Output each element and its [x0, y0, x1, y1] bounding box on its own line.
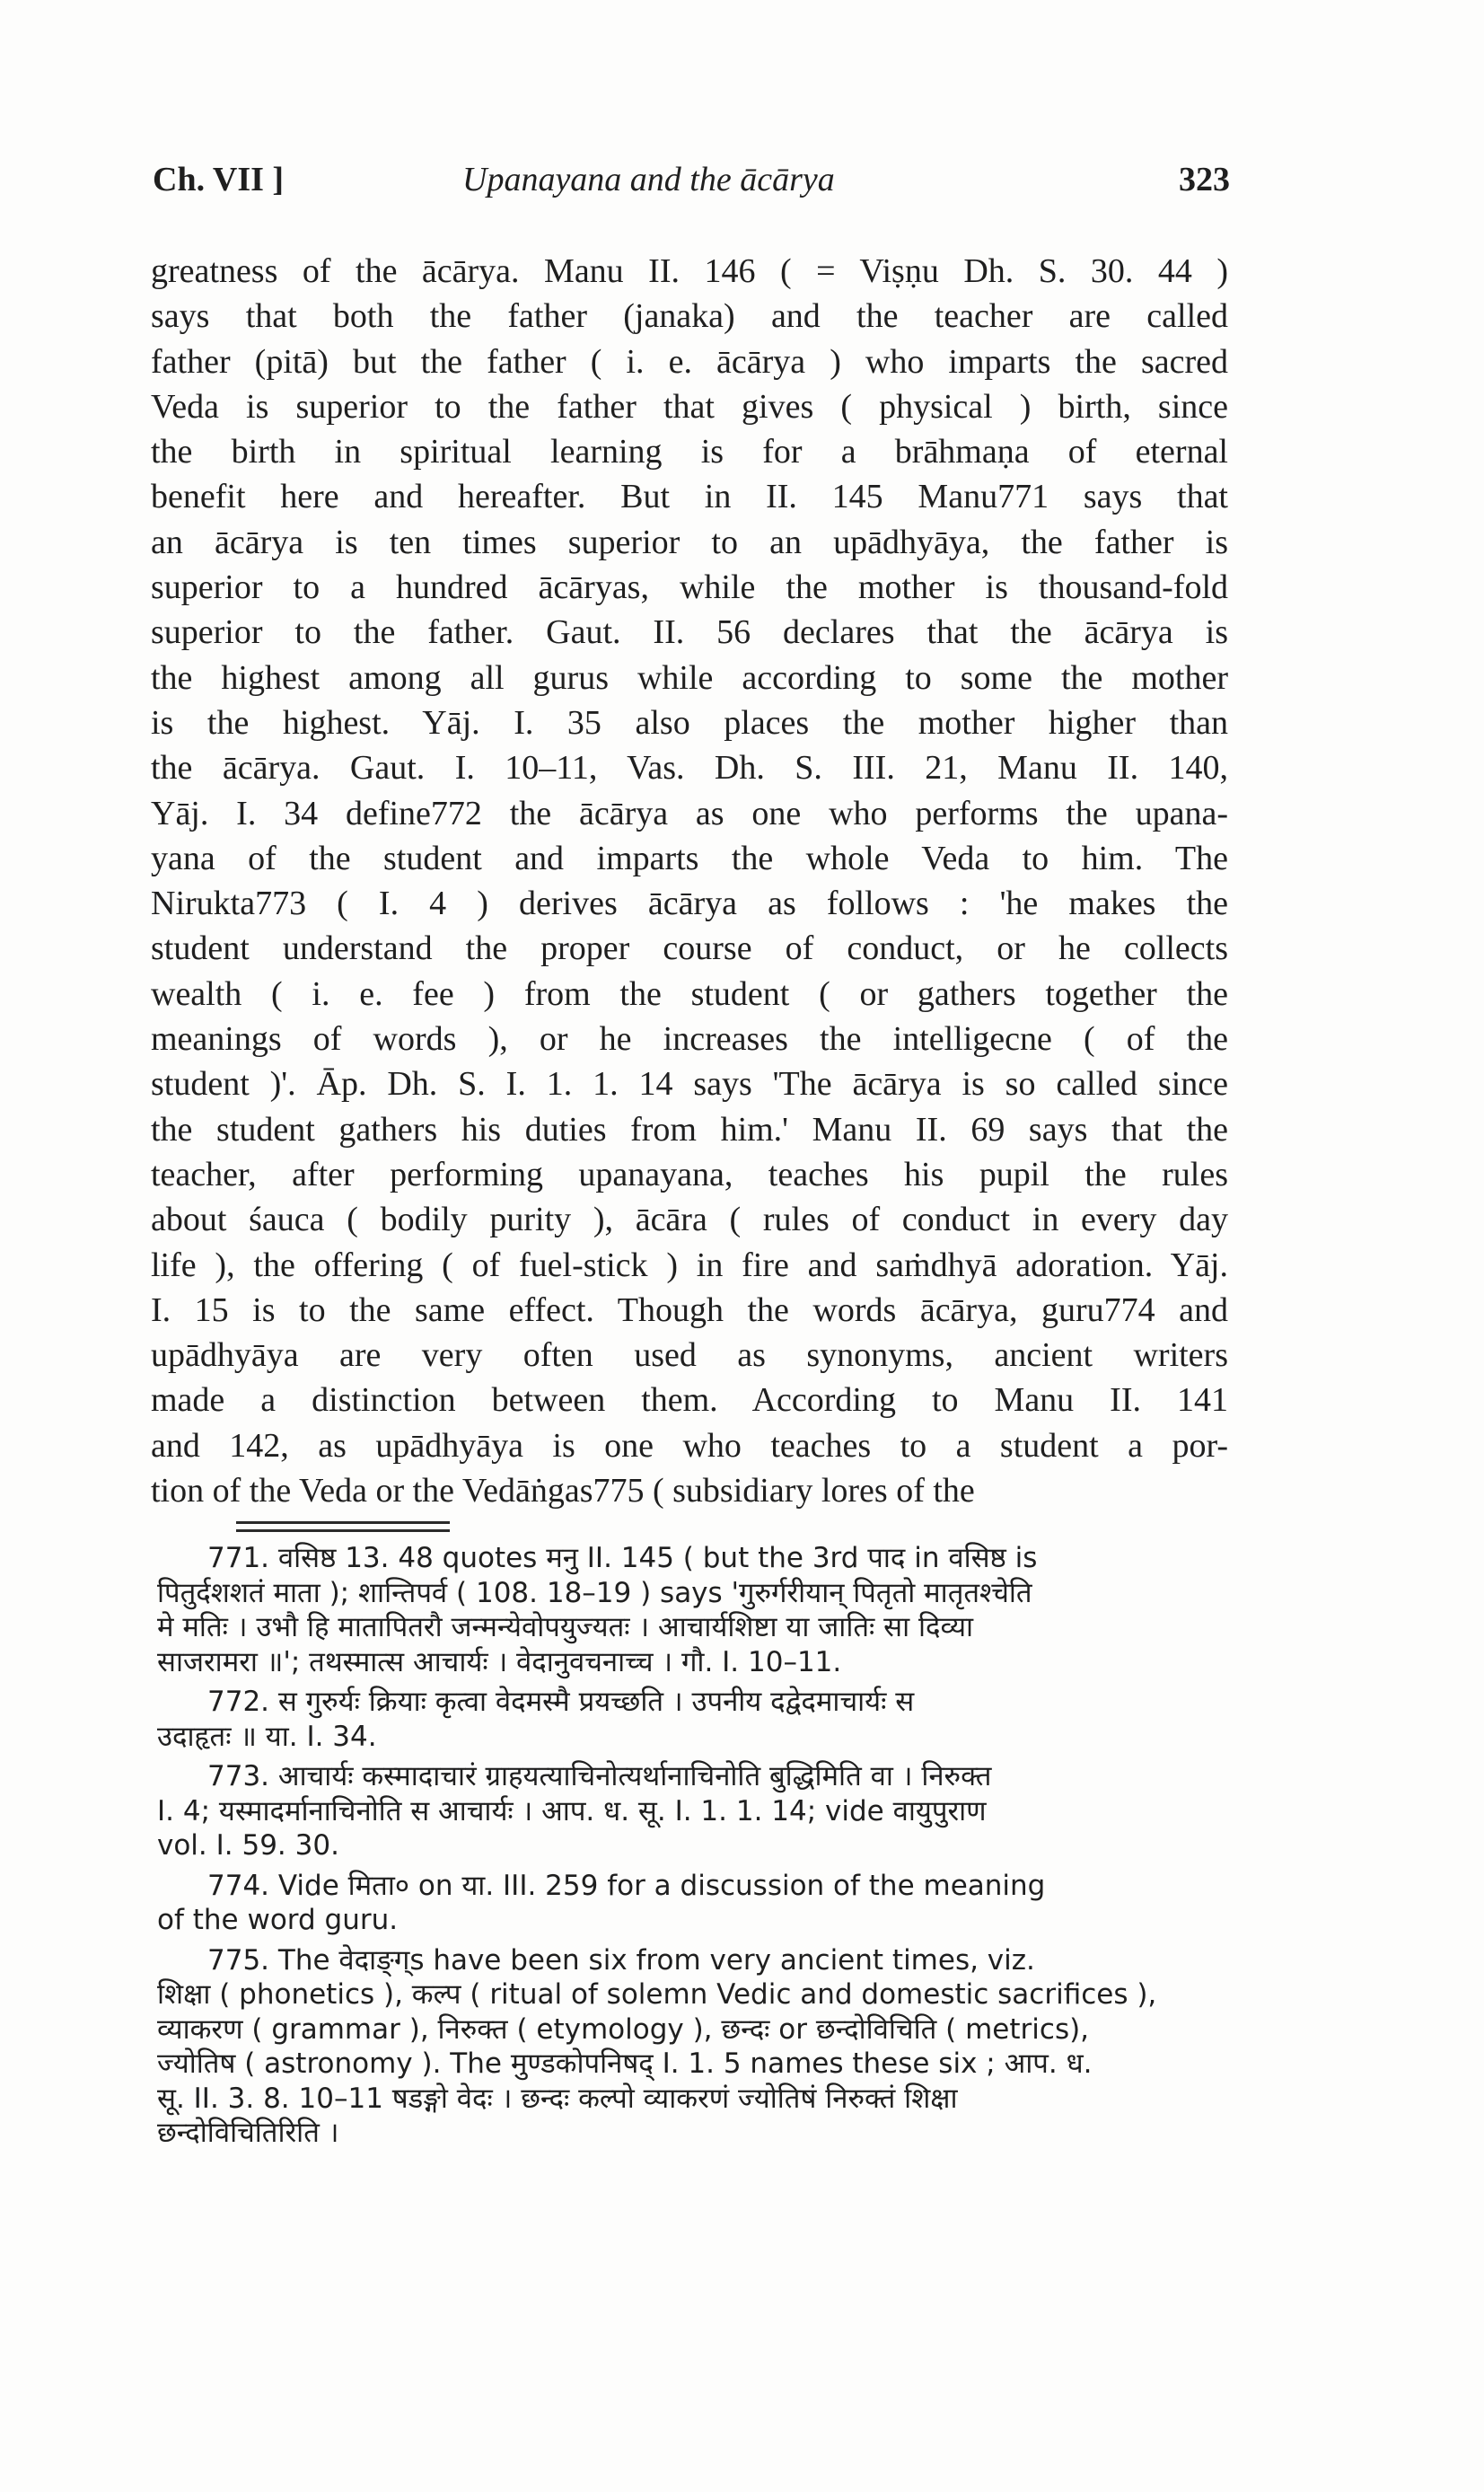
body-line: and 142, as upādhyāya is one who teaches to a student a por-: [151, 1426, 1228, 1465]
body-line: the ācārya. Gaut. I. 10–11, Vas. Dh. S. III. 21, Manu II. 140,: [151, 749, 1228, 788]
body-text: [151, 249, 1228, 1513]
footnote-line: छन्दोविचितिरिति ।: [157, 2117, 339, 2149]
footnote-772: [157, 1685, 1225, 1754]
body-line: an ācārya is ten times superior to an upādhyāya, the father is: [151, 523, 1228, 561]
footnote-775: [157, 1943, 1225, 2151]
body-line: about śauca ( bodily purity ), ācāra ( rules of conduct in every day: [151, 1201, 1228, 1239]
footnote-773: [157, 1759, 1225, 1863]
body-line: superior to the father. Gaut. II. 56 declares that the ācārya is: [151, 613, 1228, 652]
body-line: the highest among all gurus while according to some the mother: [151, 658, 1228, 697]
body-line: teacher, after performing upanayana, teaches his pupil the rules: [151, 1155, 1228, 1193]
footnote-line: शिक्षा ( phonetics ), कल्प ( ritual of solemn Vedic and domestic sacrifices ),: [157, 1978, 1157, 2011]
footnote-line: vol. I. 59. 30.: [157, 1829, 339, 1862]
footnote-line: of the word guru.: [157, 1904, 399, 1936]
body-line: Veda is superior to the father that gives ( physical ) birth, since: [151, 387, 1228, 426]
footnote-line: पितुर्दशशतं माता ); शान्तिपर्व ( 108. 18–19 ) says 'गुरुर्गरीयान् पितृतो मातृतश्चेति: [157, 1576, 1032, 1609]
body-line: yana of the student and imparts the whole Veda to him. The: [151, 839, 1228, 877]
footnote-line: उदाहृतः ॥ या. I. 34.: [157, 1720, 377, 1753]
body-line: Nirukta773 ( I. 4 ) derives ācārya as follows : 'he makes the: [151, 885, 1228, 923]
footnote-line: व्याकरण ( grammar ), निरुक्त ( etymology ), छन्दः or छन्दोविचिति ( metrics),: [157, 2012, 1090, 2046]
chapter-label: Ch. VII ]: [153, 161, 285, 198]
body-line: says that both the father (janaka) and the teacher are called: [151, 297, 1228, 336]
body-line: superior to a hundred ācāryas, while the mother is thousand-fold: [151, 568, 1228, 607]
body-line: made a distinction between them. According to Manu II. 141: [151, 1381, 1228, 1420]
body-line: student understand the proper course of conduct, or he collects: [151, 929, 1228, 968]
footnote-line: मे मतिः । उभौ हि मातापितरौ जन्मन्येवोपयुज्यतः । आचार्यशिष्टा या जातिः सा दिव्या: [157, 1611, 974, 1643]
footnote-line: सू. II. 3. 8. 10–11 षडङ्गो वेदः । छन्दः कल्पो व्याकरणं ज्योतिषं निरुक्तं शिक्षा: [157, 2082, 958, 2115]
footnote-774: [157, 1869, 1225, 1938]
footnote-rule: [236, 1521, 450, 1524]
footnote-line: ज्योतिष ( astronomy ). The मुण्डकोपनिषद् I. 1. 5 names these six ; आप. ध.: [157, 2047, 1093, 2080]
body-line: the birth in spiritual learning is for a brāhmaṇa of eternal: [151, 433, 1228, 471]
footnote-771: [157, 1541, 1225, 1679]
running-title: Upanayana and the ācārya: [462, 161, 835, 198]
footnote-line: साजरामरा ॥'; तथस्मात्स आचार्यः । वेदानुवचनाच्च । गौ. I. 10–11.: [157, 1645, 842, 1678]
footnote-line: 773. आचार्यः कस्मादाचारं ग्राहयत्याचिनोत्यर्थानाचिनोति बुद्धिमिति वा । निरुक्त: [207, 1760, 992, 1792]
body-line: father (pitā) but the father ( i. e. ācārya ) who imparts the sacred: [151, 342, 1228, 381]
body-line: student )'. Āp. Dh. S. I. 1. 1. 14 says 'The ācārya is so called since: [151, 1065, 1228, 1104]
body-line: wealth ( i. e. fee ) from the student ( or gathers together the: [151, 974, 1228, 1013]
footnote-line: 771. वसिष्ठ 13. 48 quotes मनु II. 145 ( but the 3rd पाद in वसिष्ठ is: [207, 1542, 1038, 1574]
body-line: tion of the Veda or the Vedāṅgas775 ( subsidiary lores of the: [151, 1472, 975, 1510]
footnote-line: 772. स गुरुर्यः क्रियाः कृत्वा वेदमस्मै प्रयच्छति । उपनीय दद्वेदमाचार्यः स: [207, 1686, 915, 1718]
footnote-line: 775. The वेदाङ्ग्s have been six from very ancient times, viz.: [207, 1943, 1035, 1977]
body-line: upādhyāya are very often used as synonyms, ancient writers: [151, 1336, 1228, 1375]
body-line: meanings of words ), or he increases the intelligecne ( of the: [151, 1020, 1228, 1059]
footnote-rule: [236, 1529, 450, 1532]
footnote-line: I. 4; यस्मादर्मानाचिनोति स आचार्यः । आप. ध. सू. I. 1. 1. 14; vide वायुपुराण: [157, 1794, 987, 1827]
body-line: benefit here and hereafter. But in II. 145 Manu771 says that: [151, 478, 1228, 516]
body-line: greatness of the ācārya. Manu II. 146 ( = Viṣṇu Dh. S. 30. 44 ): [151, 252, 1228, 290]
body-line: is the highest. Yāj. I. 35 also places the mother higher than: [151, 703, 1228, 742]
footnotes: [157, 1541, 1225, 2156]
body-line: life ), the offering ( of fuel-stick ) in fire and saṁdhyā adoration. Yāj.: [151, 1246, 1228, 1284]
body-line: Yāj. I. 34 define772 the ācārya as one who performs the upana-: [151, 794, 1228, 832]
body-line: the student gathers his duties from him.' Manu II. 69 says that the: [151, 1110, 1228, 1149]
body-line: I. 15 is to the same effect. Though the words ācārya, guru774 and: [151, 1290, 1228, 1329]
footnote-line: 774. Vide मिता० on या. III. 259 for a discussion of the meaning: [207, 1869, 1046, 1902]
running-header: [153, 153, 1230, 207]
page-number: 323: [1179, 161, 1230, 198]
